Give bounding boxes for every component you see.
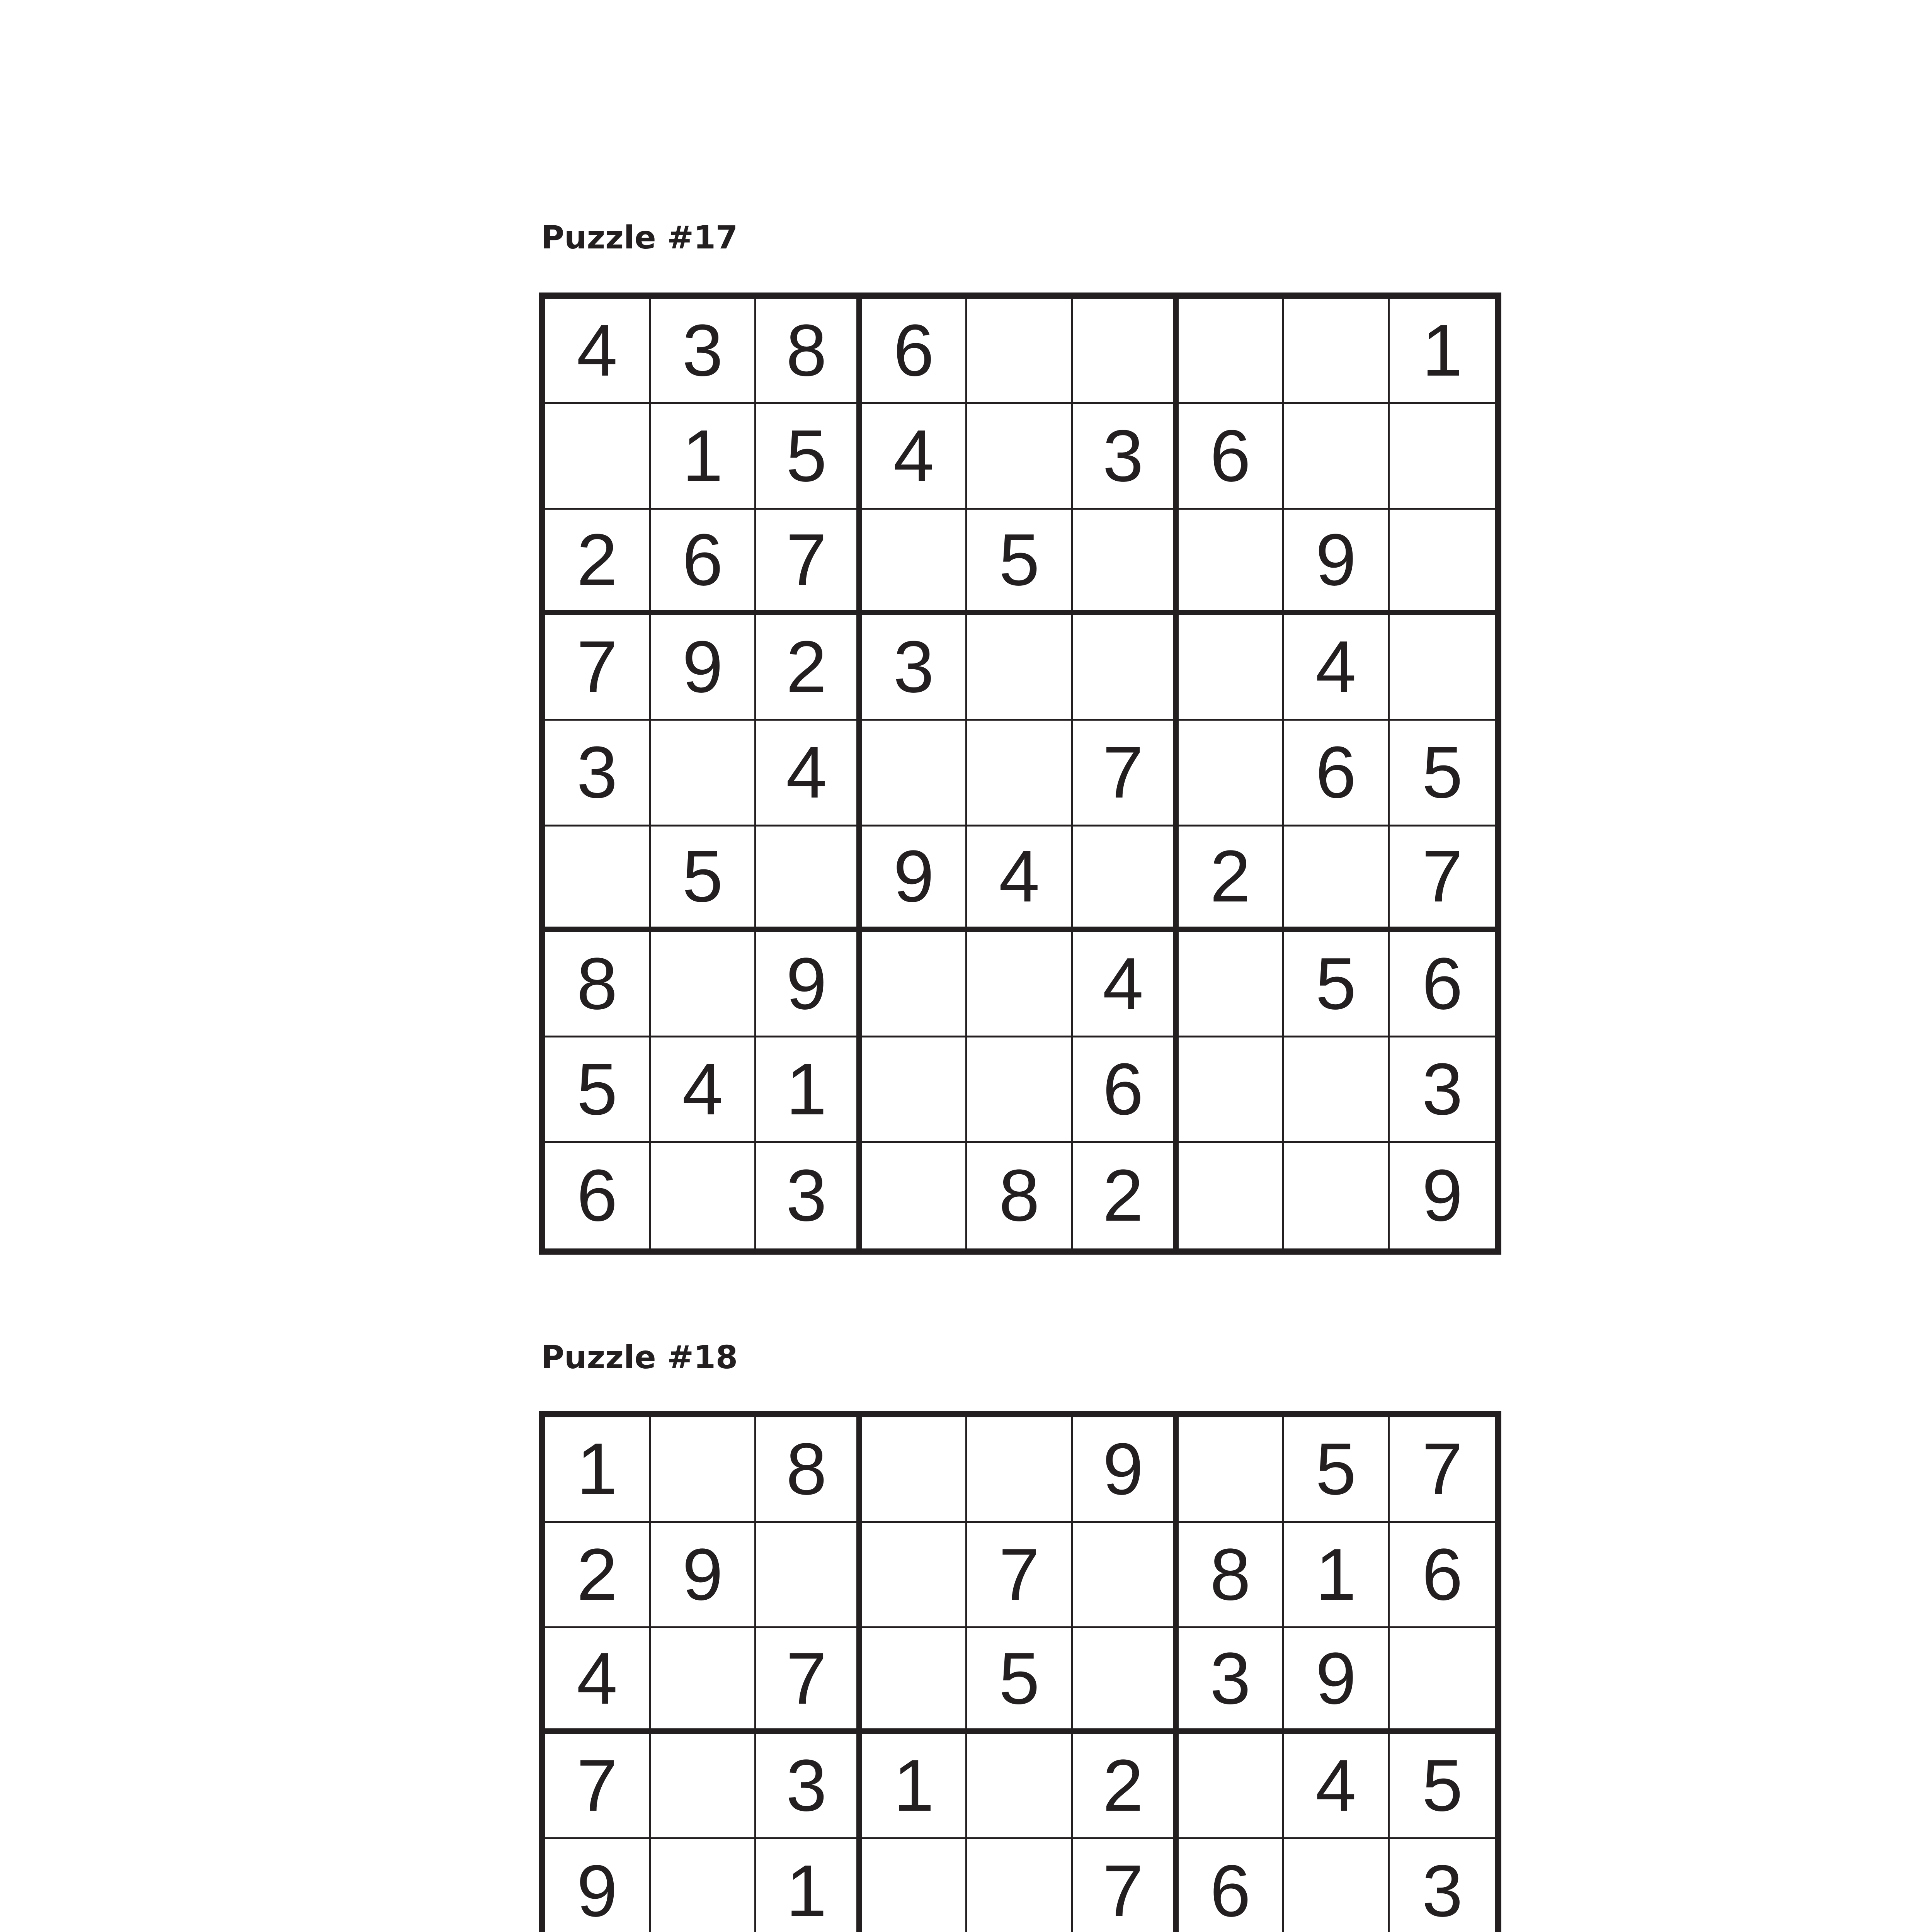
sudoku-cell xyxy=(1073,299,1179,404)
sudoku-cell: 7 xyxy=(1390,1417,1495,1523)
sudoku-cell xyxy=(1073,827,1179,932)
sudoku-cell: 3 xyxy=(1390,1037,1495,1143)
sudoku-cell xyxy=(1179,1417,1284,1523)
sudoku-cell: 7 xyxy=(967,1523,1073,1628)
sudoku-cell xyxy=(862,932,967,1037)
sudoku-cell xyxy=(651,721,756,826)
sudoku-cell xyxy=(545,404,651,510)
sudoku-cell: 7 xyxy=(756,1628,862,1734)
sudoku-grid-puzzle-17 xyxy=(539,293,1501,1255)
sudoku-cell: 7 xyxy=(545,615,651,721)
sudoku-cell: 1 xyxy=(1284,1523,1390,1628)
sudoku-cell: 1 xyxy=(545,1417,651,1523)
sudoku-cell xyxy=(1284,299,1390,404)
sudoku-cell xyxy=(1179,615,1284,721)
sudoku-cell: 6 xyxy=(862,299,967,404)
sudoku-cell: 4 xyxy=(545,1628,651,1734)
sudoku-cell: 2 xyxy=(1073,1143,1179,1248)
sudoku-cell: 4 xyxy=(756,721,862,826)
sudoku-cell xyxy=(1390,404,1495,510)
sudoku-cell: 3 xyxy=(545,721,651,826)
sudoku-cell: 7 xyxy=(1073,721,1179,826)
sudoku-cell: 6 xyxy=(1284,721,1390,826)
sudoku-cell: 1 xyxy=(862,1734,967,1839)
sudoku-cell: 8 xyxy=(756,299,862,404)
sudoku-cell: 1 xyxy=(756,1037,862,1143)
sudoku-cell xyxy=(1284,1143,1390,1248)
sudoku-cell xyxy=(1390,615,1495,721)
sudoku-cell: 2 xyxy=(545,1523,651,1628)
sudoku-cell xyxy=(967,1037,1073,1143)
sudoku-cell: 2 xyxy=(756,615,862,721)
sudoku-cell xyxy=(756,1523,862,1628)
sudoku-cell xyxy=(862,1523,967,1628)
sudoku-cell xyxy=(1179,1143,1284,1248)
sudoku-cell xyxy=(756,827,862,932)
sudoku-cell xyxy=(967,721,1073,826)
sudoku-cell xyxy=(967,299,1073,404)
sudoku-cell: 3 xyxy=(1179,1628,1284,1734)
sudoku-cell xyxy=(967,404,1073,510)
sudoku-cell: 5 xyxy=(756,404,862,510)
sudoku-cell: 8 xyxy=(756,1417,862,1523)
sudoku-cell: 9 xyxy=(651,1523,756,1628)
sudoku-cell: 3 xyxy=(862,615,967,721)
sudoku-cell: 6 xyxy=(1073,1037,1179,1143)
sudoku-cell xyxy=(1390,510,1495,615)
sudoku-cell xyxy=(862,721,967,826)
sudoku-cell xyxy=(1284,827,1390,932)
sudoku-cell: 1 xyxy=(756,1839,862,1932)
puzzle-17-title: Puzzle #17 xyxy=(541,219,738,256)
sudoku-cell xyxy=(967,1734,1073,1839)
sudoku-cell xyxy=(651,932,756,1037)
sudoku-cell xyxy=(1073,510,1179,615)
sudoku-cell: 2 xyxy=(1179,827,1284,932)
sudoku-cell: 9 xyxy=(1284,510,1390,615)
sudoku-cell xyxy=(545,827,651,932)
sudoku-cell: 5 xyxy=(1390,1734,1495,1839)
sudoku-cell xyxy=(862,1628,967,1734)
sudoku-cell: 3 xyxy=(651,299,756,404)
sudoku-cell: 6 xyxy=(1390,1523,1495,1628)
sudoku-cell: 9 xyxy=(651,615,756,721)
sudoku-cell xyxy=(1073,615,1179,721)
sudoku-cell xyxy=(967,1417,1073,1523)
sudoku-cell xyxy=(1179,1734,1284,1839)
sudoku-cell: 4 xyxy=(1284,1734,1390,1839)
sudoku-cell xyxy=(1284,404,1390,510)
sudoku-cell: 4 xyxy=(545,299,651,404)
sudoku-cell: 9 xyxy=(545,1839,651,1932)
sudoku-cell: 4 xyxy=(651,1037,756,1143)
sudoku-cell: 1 xyxy=(1390,299,1495,404)
sudoku-cell: 9 xyxy=(862,827,967,932)
sudoku-cell: 6 xyxy=(1179,1839,1284,1932)
sudoku-cell xyxy=(862,1417,967,1523)
sudoku-cell: 4 xyxy=(1284,615,1390,721)
sudoku-cell: 3 xyxy=(1390,1839,1495,1932)
sudoku-cell xyxy=(967,615,1073,721)
sudoku-cell: 5 xyxy=(1390,721,1495,826)
sudoku-cell: 7 xyxy=(756,510,862,615)
puzzle-18-title: Puzzle #18 xyxy=(541,1339,738,1376)
sudoku-cell xyxy=(862,1143,967,1248)
sudoku-cell xyxy=(1179,932,1284,1037)
sudoku-cell: 6 xyxy=(545,1143,651,1248)
sudoku-cell: 5 xyxy=(967,510,1073,615)
sudoku-cell xyxy=(1179,1037,1284,1143)
sudoku-cell xyxy=(651,1839,756,1932)
sudoku-cell: 6 xyxy=(651,510,756,615)
sudoku-cell: 9 xyxy=(1284,1628,1390,1734)
sudoku-cell: 7 xyxy=(1073,1839,1179,1932)
sudoku-cell: 7 xyxy=(1390,827,1495,932)
sudoku-cell: 5 xyxy=(967,1628,1073,1734)
sudoku-cell: 3 xyxy=(756,1734,862,1839)
sudoku-cell: 3 xyxy=(756,1143,862,1248)
sudoku-cell xyxy=(651,1417,756,1523)
sudoku-cell xyxy=(1073,1628,1179,1734)
sudoku-cell: 5 xyxy=(545,1037,651,1143)
sudoku-cell: 6 xyxy=(1179,404,1284,510)
sudoku-cell: 4 xyxy=(1073,932,1179,1037)
sudoku-cell xyxy=(862,1839,967,1932)
sudoku-cell xyxy=(967,1839,1073,1932)
sudoku-cell xyxy=(651,1628,756,1734)
sudoku-cell: 9 xyxy=(756,932,862,1037)
sudoku-cell: 8 xyxy=(967,1143,1073,1248)
sudoku-cell: 5 xyxy=(1284,1417,1390,1523)
sudoku-cell xyxy=(1390,1628,1495,1734)
sudoku-cell: 9 xyxy=(1073,1417,1179,1523)
sudoku-cell xyxy=(1073,1523,1179,1628)
sudoku-cell xyxy=(651,1734,756,1839)
sudoku-cell xyxy=(862,1037,967,1143)
sudoku-cell xyxy=(1284,1839,1390,1932)
sudoku-cell xyxy=(651,1143,756,1248)
sudoku-cell: 7 xyxy=(545,1734,651,1839)
sudoku-cell: 9 xyxy=(1422,1155,1463,1237)
sudoku-cell: 2 xyxy=(1073,1734,1179,1839)
sudoku-cell: 4 xyxy=(862,404,967,510)
sudoku-cell xyxy=(1179,721,1284,826)
sudoku-cell xyxy=(1179,299,1284,404)
sudoku-grid-puzzle-18 xyxy=(539,1411,1501,1932)
sudoku-cell: 2 xyxy=(545,510,651,615)
sudoku-cell: 4 xyxy=(967,827,1073,932)
sudoku-cell: 8 xyxy=(545,932,651,1037)
sudoku-cell: 5 xyxy=(651,827,756,932)
sudoku-cell: 5 xyxy=(1284,932,1390,1037)
sudoku-cell: 1 xyxy=(651,404,756,510)
sudoku-cell: 6 xyxy=(1390,932,1495,1037)
sudoku-cell xyxy=(1284,1037,1390,1143)
sudoku-cell: 8 xyxy=(1179,1523,1284,1628)
sudoku-cell: 3 xyxy=(1073,404,1179,510)
sudoku-cell xyxy=(862,510,967,615)
sudoku-cell xyxy=(967,932,1073,1037)
sudoku-cell xyxy=(1179,510,1284,615)
